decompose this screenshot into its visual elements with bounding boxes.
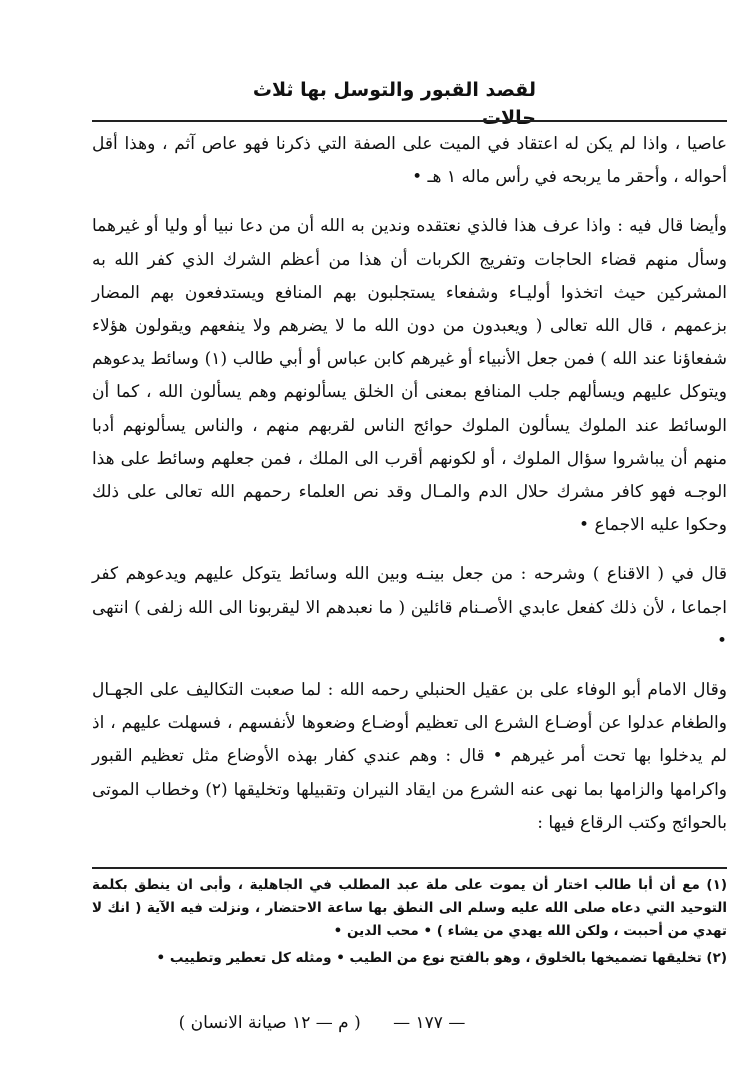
footnotes (92, 874, 727, 974)
paragraph: وأيضا قال فيه : واذا عرف هذا فالذي نعتقده وندين به الله أن من دعا نبيا أو وليا أو غيرهما وسأل منهم قضاء الحاجات وتفريج الكربات أن هذا من أعظم الشرك الذي كفر الله به المشركين حيث اتخذوا أوليـاء وشفعاء يستجلبون بهم المنافع ويستدفعون بهم المضار بزعمهم ، قال الله تعالى ( ويعبدون من دون الله ما لا يضرهم ولا ينفعهم ويقولون هؤلاء شفعاؤنا عند الله ) فمن جعل الأنبياء أو غيرهم كابن عباس أو أبي طالب (١) وسائط يدعوهم ويتوكل عليهم ويسألهم جلب المنافع بمعنى أن الخلق يسألونهم وهم يسألون الله ، كما أن الوسائط عند الملوك يسألون الملوك حوائج الناس لقربهم منهم ، والناس يسألونهم أدبا منهم أن يباشروا سؤال الملوك ، أو لكونهم أقرب الى الملك ، فمن جعلهم وسائط على هذا الوجـه فهو كافر مشرك حلال الدم والمـال وقد نص العلماء رحمهم الله تعالى على ذلك وحكوا عليه الاجماع • (92, 216, 727, 536)
footnote-rule (92, 867, 727, 869)
running-head: لقصد القبور والتوسل بها ثلاث حالات (252, 79, 536, 129)
main-text (92, 128, 727, 840)
paragraph: عاصيا ، واذا لم يكن له اعتقاد في الميت على الصفة التي ذكرنا فهو عاص آثم ، وهذا أقل أحواله ، وأحقر ما يربحه في رأس ماله ١ هـ • (92, 134, 727, 188)
page-number: — ١٧٧ — (393, 1013, 466, 1033)
header-rule (92, 120, 727, 122)
paragraph: وقال الامام أبو الوفاء على بن عقيل الحنبلي رحمه الله : لما صعبت التكاليف على الجهـال والطغام عدلوا عن أوضـاع الشرع الى تعظيم أوضـاع وضعوها لأنفسهم ، فسهلت عليهم ، اذ لم يدخلوا بها تحت أمر غيرهم • قال : وهم عندي كفار بهذه الأوضاع مثل تعظيم القبور واكرامها والزامها بما نهى عنه الشرع من ايقاد النيران وتقبيلها وتخليقها (٢) وخطاب الموتى بالحوائج وكتب الرقاع فيها : (92, 680, 727, 833)
page-footer (92, 1008, 552, 1038)
signature-mark: ( م — ١٢ صيانة الانسان ) (178, 1013, 361, 1033)
paragraph: قال في ( الاقناع ) وشرحه : من جعل بينـه وبين الله وسائط يتوكل عليهم ويدعوهم كفر اجماعا ، لأن ذلك كفعل عابدي الأصـنام قائلين ( ما نعبدهم الا ليقربونا الى الله زلفى ) انتهى • (92, 564, 727, 651)
footnote-2: (٢) تخليقها تضميخها بالخلوق ، وهو بالفتح نوع من الطيب • ومثله كل تعطير وتطييب • (156, 950, 727, 966)
footnote-1: (١) مع أن أبا طالب اختار أن يموت على ملة عبد المطلب في الجاهلية ، وأبى ان ينطق بكلمة التوحيد التي دعاه صلى الله عليه وسلم الى النطق بها ساعة الاحتضار ، ونزلت فيه الآية ( انك لا تهدي من أحببت ، ولكن الله يهدي من يشاء ) • محب الدين • (92, 877, 727, 939)
